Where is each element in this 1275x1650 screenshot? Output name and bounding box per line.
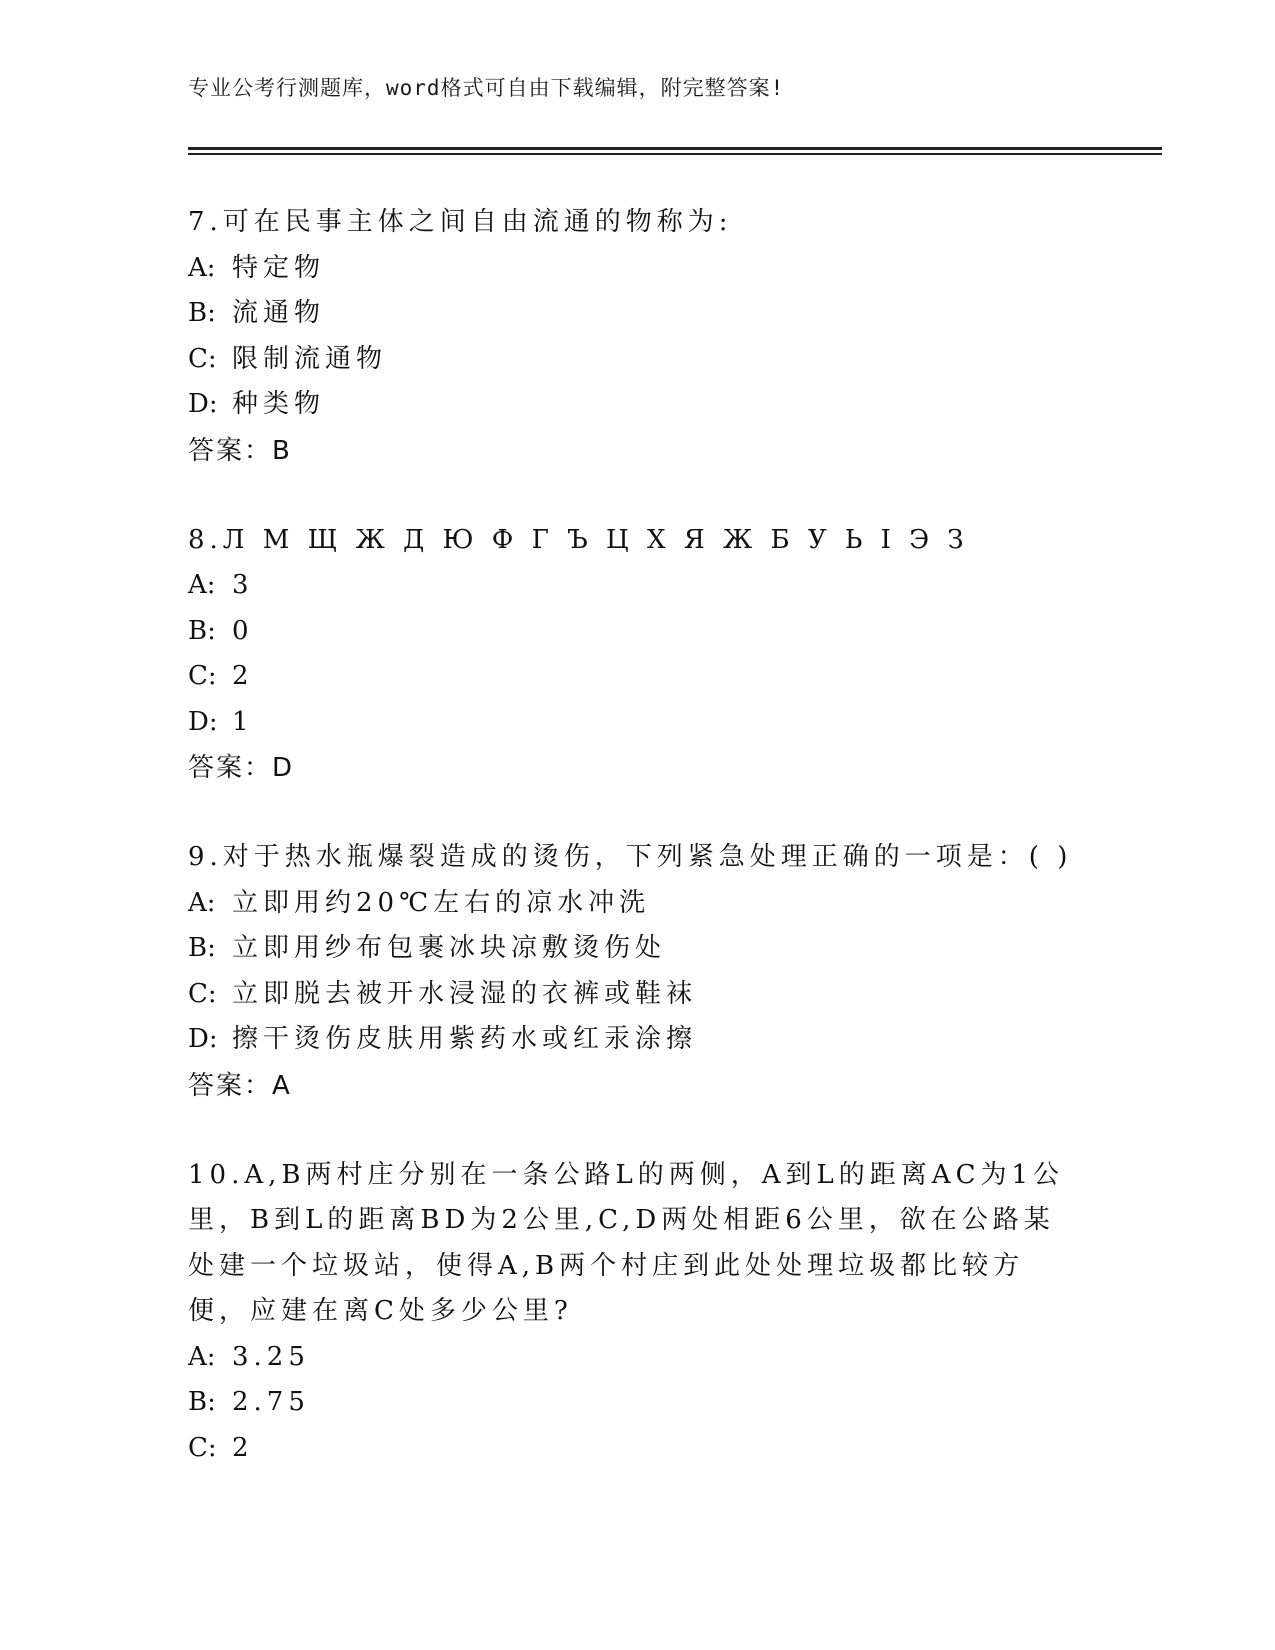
question-stem: 10.A,B两村庄分别在一条公路L的两侧，A到L的距离AC为1公里，B到L的距离BD为2公里,C,D两处相距6公里，欲在公路某处建一个垃圾站，使得A,B两个村庄到此处处理垃圾都比较方便，应建在离C处多少公里? xyxy=(188,1159,1065,1326)
option-d xyxy=(188,700,1088,746)
option-c xyxy=(188,654,1088,700)
option-label: A: xyxy=(188,570,216,600)
option-c xyxy=(188,972,1088,1018)
option-text: 3.25 xyxy=(232,1341,310,1372)
option-label: C: xyxy=(188,343,217,374)
header-rule-thin xyxy=(188,153,1162,155)
option-b xyxy=(188,609,1088,655)
answer-line: 答案：D xyxy=(188,753,295,783)
option-b xyxy=(188,926,1088,972)
option-d xyxy=(188,382,1088,428)
question-stem: 8.Л М Щ Ж Д Ю Ф Г Ъ Ц Х Я Ж Б У Ь I Э З xyxy=(188,524,969,555)
question-stem: 7.可在民事主体之间自由流通的物称为: xyxy=(188,207,733,237)
option-text: 擦干烫伤皮肤用紫药水或红汞涂擦 xyxy=(232,1024,698,1054)
option-a xyxy=(188,563,1088,609)
option-label: A: xyxy=(188,252,216,283)
option-label: B: xyxy=(188,1387,216,1417)
option-text: 2 xyxy=(232,1432,254,1463)
option-a xyxy=(188,1335,1088,1381)
option-text: 2 xyxy=(232,661,254,691)
option-label: A: xyxy=(188,887,216,918)
header-rule-thick xyxy=(188,147,1162,150)
option-text: 立即用约20℃左右的凉水冲洗 xyxy=(232,887,651,918)
option-label: D: xyxy=(188,389,218,419)
question-list xyxy=(188,200,1088,1514)
answer-line: 答案：A xyxy=(188,1070,292,1101)
option-text: 3 xyxy=(232,570,254,600)
question-10 xyxy=(188,1153,1088,1472)
option-c xyxy=(188,337,1088,383)
answer-line: 答案：B xyxy=(188,435,292,466)
page-header: 专业公考行测题库，word格式可自由下载编辑，附完整答案! xyxy=(188,76,785,100)
option-text: 立即脱去被开水浸湿的衣裤或鞋袜 xyxy=(232,978,698,1009)
option-a xyxy=(188,246,1088,292)
option-label: B: xyxy=(188,298,216,328)
option-text: 种类物 xyxy=(232,389,326,419)
option-label: D: xyxy=(188,1024,218,1054)
option-c xyxy=(188,1426,1088,1472)
option-b xyxy=(188,1380,1088,1426)
option-text: 0 xyxy=(232,615,254,646)
option-label: C: xyxy=(188,1432,217,1463)
option-text: 1 xyxy=(232,706,254,737)
option-text: 立即用纱布包裹冰块凉敷烫伤处 xyxy=(232,933,667,963)
option-label: B: xyxy=(188,933,216,963)
option-label: B: xyxy=(188,615,216,646)
option-text: 流通物 xyxy=(232,298,326,328)
question-9 xyxy=(188,835,1088,1110)
question-stem: 9.对于热水瓶爆裂造成的烫伤，下列紧急处理正确的一项是：( ) xyxy=(188,842,1073,872)
option-label: A: xyxy=(188,1341,216,1372)
option-b xyxy=(188,291,1088,337)
option-a xyxy=(188,881,1088,927)
option-text: 2.75 xyxy=(232,1387,310,1417)
option-label: C: xyxy=(188,661,217,691)
question-7 xyxy=(188,200,1088,475)
option-text: 限制流通物 xyxy=(232,343,388,374)
option-label: C: xyxy=(188,978,217,1009)
option-text: 特定物 xyxy=(232,252,326,283)
option-d xyxy=(188,1017,1088,1063)
option-label: D: xyxy=(188,706,218,737)
question-8 xyxy=(188,518,1088,793)
